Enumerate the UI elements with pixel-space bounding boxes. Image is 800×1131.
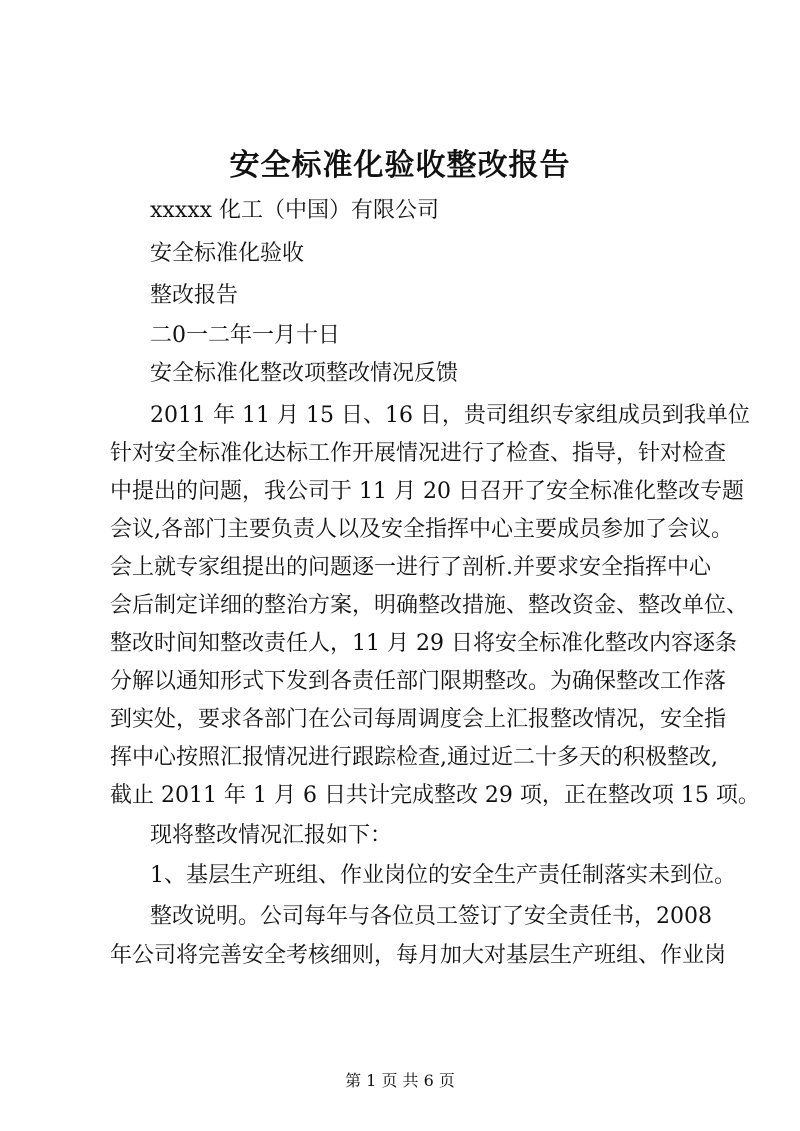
report-date: 二0一二年一月十日: [150, 323, 340, 348]
paragraph-line: 截止 2011 年 1 月 6 日共计完成整改 29 项，正在整改项 15 项。: [110, 783, 760, 808]
paragraph-line: 会议,各部门主要负责人以及安全指挥中心主要成员参加了会议。: [110, 517, 733, 542]
paragraph-line: 中提出的问题，我公司于 11 月 20 日召开了安全标准化整改专题: [110, 479, 744, 504]
paragraph-line: 挥中心按照汇报情况进行跟踪检查,通过近二十多天的积极整改,: [110, 745, 718, 770]
paragraph-line: 会后制定详细的整治方案，明确整改措施、整改资金、整改单位、: [110, 593, 749, 618]
explanation-line: 年公司将完善安全考核细则，每月加大对基层生产班组、作业岗: [110, 943, 727, 968]
paragraph-line: 2011 年 11 月 15 日、16 日，贵司组织专家组成员到我单位: [150, 403, 750, 428]
document-title: 安全标准化验收整改报告: [229, 148, 571, 183]
paragraph-line: 整改时间知整改责任人，11 月 29 日将安全标准化整改内容逐条: [110, 631, 737, 656]
subtitle-report: 整改报告: [150, 283, 239, 308]
page-footer: 第 1 页 共 6 页: [345, 1071, 455, 1090]
paragraph-line: 到实处，要求各部门在公司每周调度会上汇报整改情况，安全指: [110, 707, 727, 732]
explanation-line: 整改说明。公司每年与各位员工签订了安全责任书，2008: [150, 904, 712, 929]
company-name: xxxxx 化工（中国）有限公司: [150, 198, 440, 223]
subtitle-acceptance: 安全标准化验收: [150, 241, 305, 266]
rectification-item-1: 1、基层生产班组、作业岗位的安全生产责任制落实未到位。: [150, 863, 736, 888]
feedback-heading: 安全标准化整改项整改情况反馈: [150, 361, 459, 386]
paragraph-line: 针对安全标准化达标工作开展情况进行了检查、指导，针对检查: [110, 441, 727, 466]
paragraph-line: 会上就专家组提出的问题逐一进行了剖析.并要求安全指挥中心: [110, 555, 711, 580]
report-intro: 现将整改情况汇报如下：: [150, 823, 393, 848]
paragraph-line: 分解以通知形式下发到各责任部门限期整改。为确保整改工作落: [110, 669, 727, 694]
